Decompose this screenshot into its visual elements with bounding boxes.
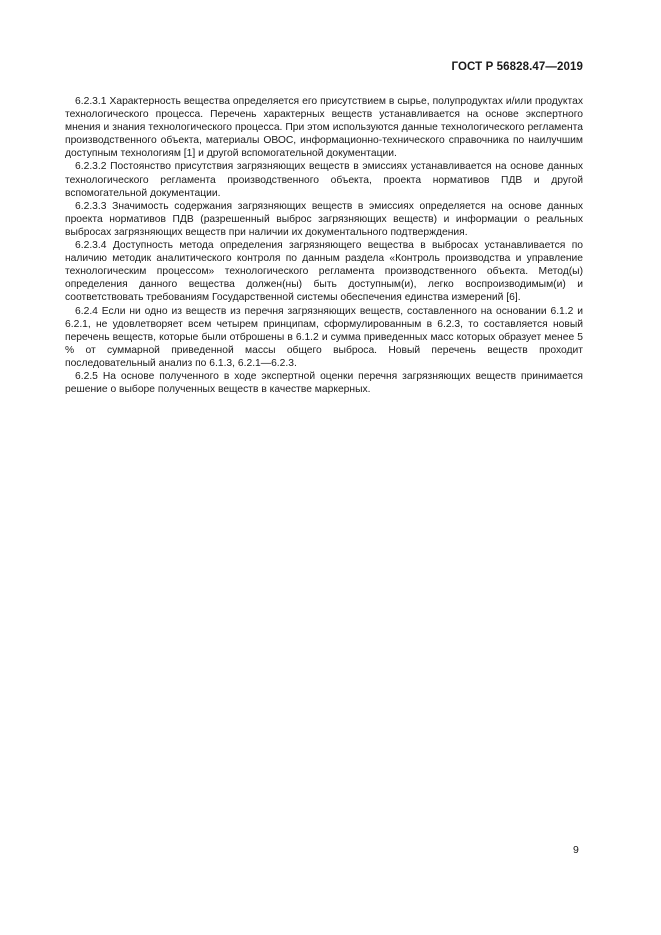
paragraph-6-2-4: 6.2.4 Если ни одно из веществ из перечня загрязняющих веществ, составленного на основании 6.1.2 и 6.2.1, не удовлетворяет всем четырем принципам, сформулированным в 6.2.3, то составляется новый перечень веществ, которые были отброшены в 6.1.2 и сумма приведенных масс которых образует менее 5 % от суммарной приведенной массы общего выброса. Новый перечень веществ проходит последовательный анализ по 6.1.3, 6.2.1—6.2.3. [65,305,583,369]
paragraph-6-2-3-1: 6.2.3.1 Характерность вещества определяется его присутствием в сырье, полупродуктах и/или продуктах технологического процесса. Перечень характерных веществ устанавливается на основе экспертного мнения и знания технологического процесса. При этом используются данные технологического регламента производственного объекта, материалы ОВОС, информационно-технического справочника по наилучшим доступным технологиям [1] и другой вспомогательной документации. [65,96,583,160]
document-body [65,95,583,396]
paragraph-6-2-3-2: 6.2.3.2 Постоянство присутствия загрязняющих веществ в эмиссиях устанавливается на основе данных технологического регламента производственного объекта, проекта нормативов ПДВ и другой вспомогательной документации. [65,161,583,199]
paragraph-6-2-5: 6.2.5 На основе полученного в ходе экспертной оценки перечня загрязняющих веществ принимается решение о выборе полученных веществ в качестве маркерных. [65,370,583,396]
page-number: 9 [573,844,579,856]
paragraph-6-2-3-4: 6.2.3.4 Доступность метода определения загрязняющего вещества в выбросах устанавливается по наличию методик аналитического контроля по данным раздела «Контроль производства и управление технологическим процессом» технологического регламента производственного объекта. Метод(ы) определения данного вещества должен(ны) быть доступным(и), легко воспроизводимым(и) и соответствовать требованиям Государственной системы обеспечения единства измерений [6]. [65,240,583,304]
paragraph-6-2-3-3: 6.2.3.3 Значимость содержания загрязняющих веществ в эмиссиях определяется на основе данных проекта нормативов ПДВ (разрешенный выброс загрязняющих веществ) и информации о реальных выбросах загрязняющих веществ при наличии их документального подтверждения. [65,200,583,238]
document-header-id: ГОСТ Р 56828.47—2019 [451,61,583,73]
